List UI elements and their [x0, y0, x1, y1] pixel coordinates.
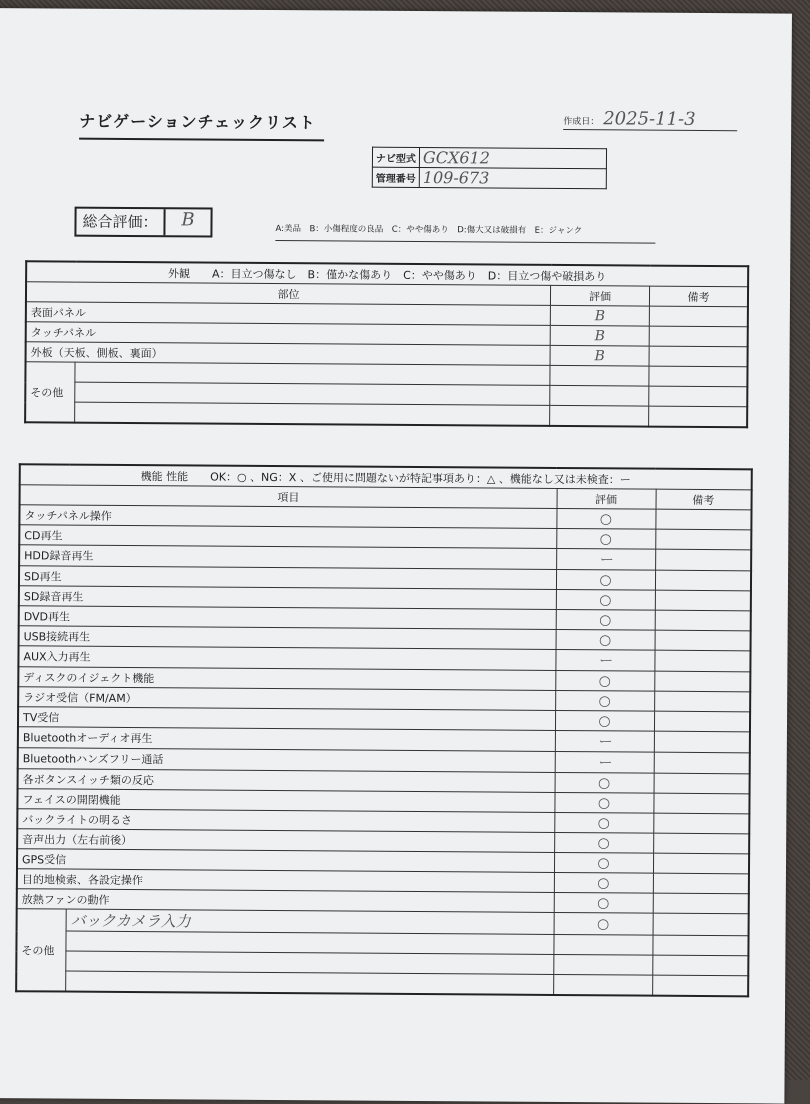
model-table: [372, 147, 607, 190]
part-cell: 外板（天板、側板、裏面）: [26, 342, 551, 366]
exterior-header: 外観 A：目立つ傷なし B：僅かな傷あり C：やや傷あり D：目立つ傷や破損あり: [26, 261, 748, 287]
notes-cell: [649, 366, 748, 387]
item-cell: ラジオ受信（FM/AM）: [18, 687, 555, 711]
rating-cell: ○: [554, 852, 653, 873]
rating-cell: [550, 365, 649, 386]
overall-label: 総合評価：: [76, 209, 165, 236]
item-cell: SD録音再生: [19, 586, 556, 610]
item-cell: GPS受信: [17, 849, 554, 873]
item-cell: TV受信: [18, 707, 555, 731]
table-row: [25, 402, 747, 428]
rating-cell: ○: [556, 569, 655, 590]
model-value: GCX612: [419, 148, 606, 169]
checklist-paper: [0, 8, 792, 1104]
rating-cell: ○: [556, 589, 655, 610]
col-notes: 備考: [656, 489, 752, 510]
col-part: 部位: [26, 282, 551, 306]
notes-cell: [654, 731, 750, 753]
rating-cell: B: [550, 345, 649, 366]
item-cell: Bluetoothオーディオ再生: [18, 727, 555, 752]
model-label: ナビ型式: [372, 147, 419, 167]
date-value: 2025-11-3: [603, 108, 696, 130]
notes-cell: [654, 691, 750, 712]
item-cell: バックライトの明るさ: [17, 809, 554, 833]
notes-cell: [653, 873, 749, 894]
item-cell: SD再生: [19, 566, 556, 590]
notes-cell: [652, 935, 748, 956]
notes-cell: [649, 326, 748, 347]
item-cell: HDD録音再生: [19, 545, 556, 570]
item-cell: ディスクのイジェクト機能: [18, 667, 555, 691]
item-cell: DVD再生: [19, 606, 556, 630]
rating-cell: ○: [554, 812, 653, 833]
part-cell: 表面パネル: [26, 302, 551, 326]
item-cell: 各ボタンスイッチ類の反応: [18, 769, 555, 793]
col-item: 項目: [20, 485, 557, 509]
other-item-cell: バックカメラ入力: [66, 909, 554, 934]
rating-cell: B: [550, 305, 649, 326]
rating-cell: ー: [555, 649, 654, 671]
rating-cell: ○: [554, 912, 653, 935]
function-header: 機能 性能 OK：○ 、NG：X 、ご使用に問題ないが特記事項あり：△ 、機能なし又は未検査：ー: [20, 464, 752, 490]
rating-cell: ー: [556, 548, 655, 570]
notes-cell: [655, 610, 751, 631]
rating-cell: [550, 385, 649, 406]
page-title: ナビゲーションチェックリスト: [79, 109, 324, 142]
item-cell: CD再生: [19, 525, 556, 549]
item-cell: タッチパネル操作: [19, 505, 556, 529]
rating-cell: ○: [556, 528, 655, 549]
notes-cell: [655, 570, 751, 591]
rating-cell: [553, 954, 652, 975]
notes-cell: [653, 853, 749, 874]
notes-cell: [649, 386, 748, 407]
notes-cell: [653, 793, 749, 814]
rating-cell: ○: [554, 872, 653, 893]
notes-cell: [655, 549, 751, 571]
rating-cell: ー: [555, 730, 654, 752]
exterior-table: [24, 260, 749, 428]
item-cell: フェイスの開閉機能: [17, 789, 554, 813]
col-rating: 評価: [557, 488, 656, 509]
item-cell: 目的地検索、各設定操作: [17, 869, 554, 893]
item-cell: 放熱ファンの動作: [17, 889, 554, 913]
notes-cell: [653, 833, 749, 854]
notes-cell: [655, 509, 751, 530]
notes-cell: [653, 913, 749, 936]
other-label: その他: [25, 362, 75, 423]
notes-cell: [649, 306, 748, 327]
rating-cell: [550, 405, 649, 426]
date-field: [563, 108, 737, 131]
other-item-cell: [66, 971, 554, 995]
rating-cell: ○: [555, 690, 654, 711]
notes-cell: [655, 529, 751, 550]
rating-cell: ○: [554, 792, 653, 813]
rating-cell: [553, 974, 652, 995]
function-table: [15, 463, 753, 997]
notes-cell: [654, 650, 750, 672]
rating-cell: ○: [555, 710, 654, 731]
rating-cell: ○: [555, 772, 654, 793]
other-label: その他: [16, 909, 66, 992]
notes-cell: [655, 590, 751, 611]
notes-cell: [653, 893, 749, 914]
management-value: 109-673: [419, 168, 606, 189]
rating-cell: ○: [554, 892, 653, 913]
notes-cell: [654, 773, 750, 794]
item-cell: 音声出力（左右前後）: [17, 829, 554, 853]
other-item-cell: [75, 402, 550, 426]
rating-cell: ー: [555, 751, 654, 773]
rating-cell: ○: [556, 629, 655, 650]
overall-rating: [74, 207, 212, 238]
rating-cell: ○: [556, 609, 655, 630]
notes-cell: [652, 975, 748, 996]
rating-cell: B: [550, 325, 649, 346]
rating-cell: ○: [554, 832, 653, 853]
notes-cell: [649, 406, 748, 427]
overall-legend: A:美品 B：小傷程度の良品 C：やや傷あり D:傷大又は破損有 E：ジャンク: [275, 222, 655, 244]
col-rating: 評価: [550, 285, 649, 306]
notes-cell: [652, 955, 748, 976]
notes-cell: [653, 813, 749, 834]
item-cell: Bluetoothハンズフリー通話: [18, 748, 555, 773]
notes-cell: [654, 671, 750, 692]
notes-cell: [654, 752, 750, 774]
item-cell: AUX入力再生: [18, 646, 555, 671]
rating-cell: ○: [555, 670, 654, 691]
notes-cell: [649, 346, 748, 367]
part-cell: タッチパネル: [26, 322, 551, 346]
notes-cell: [654, 711, 750, 732]
item-cell: USB接続再生: [19, 626, 556, 650]
table-row: [16, 971, 748, 997]
col-notes: 備考: [649, 286, 748, 307]
management-label: 管理番号: [372, 167, 419, 187]
overall-value: B: [181, 209, 195, 231]
notes-cell: [655, 630, 751, 651]
rating-cell: ○: [556, 508, 655, 529]
date-label: 作成日：: [563, 117, 600, 128]
rating-cell: [553, 934, 652, 955]
